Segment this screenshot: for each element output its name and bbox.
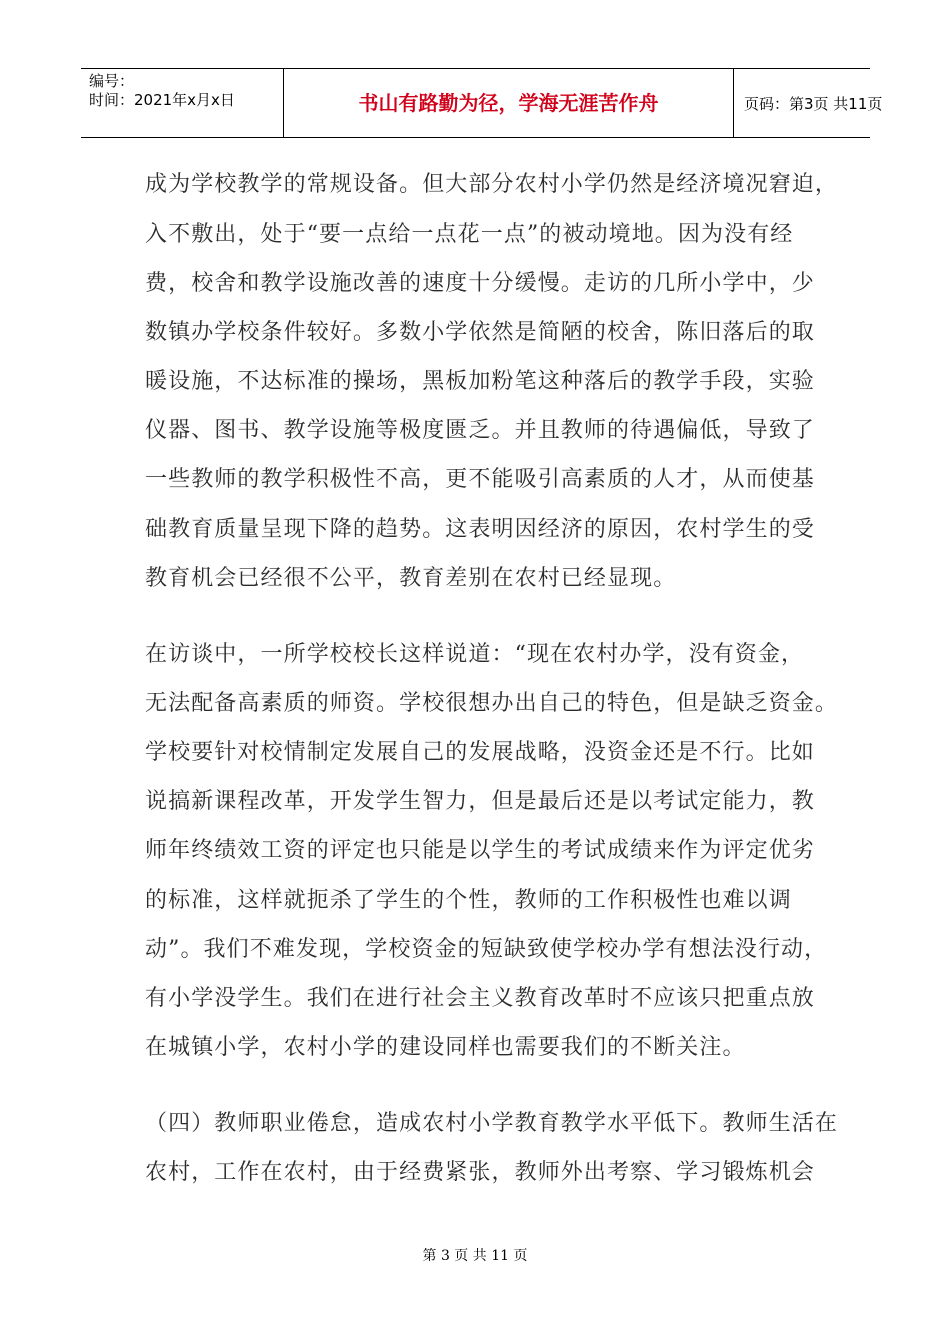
- text-line: 师年终绩效工资的评定也只能是以学生的考试成绩来作为评定优劣: [145, 838, 815, 863]
- text-line: 础教育质量呈现下降的趋势。这表明因经济的原因，农村学生的受: [145, 517, 815, 542]
- text-line: 无法配备高素质的师资。学校很想办出自己的特色，但是缺乏资金。: [145, 691, 839, 716]
- text-line: 暖设施，不达标准的操场，黑板加粉笔这种落后的教学手段，实验: [145, 369, 815, 394]
- text-line: 有小学没学生。我们在进行社会主义教育改革时不应该只把重点放: [145, 986, 815, 1011]
- text-line: 仪器、图书、教学设施等极度匮乏。并且教师的待遇偏低，导致了: [145, 418, 815, 443]
- text-line: 数镇办学校条件较好。多数小学依然是简陋的校舍，陈旧落后的取: [145, 320, 815, 345]
- text-line: 动”。我们不难发现，学校资金的短缺致使学校办学有想法没行动，: [145, 937, 828, 962]
- text-line: 入不敷出，处于“要一点给一点花一点”的被动境地。因为没有经: [145, 222, 794, 247]
- header-page-cell: [734, 69, 883, 137]
- motto-text: 书山有路勤为径，学海无涯苦作舟: [358, 91, 659, 115]
- text-line: 学校要针对校情制定发展自己的发展战略，没资金还是不行。比如: [145, 740, 815, 765]
- text-line: 费，校舍和教学设施改善的速度十分缓慢。走访的几所小学中，少: [145, 271, 815, 296]
- page-footer: 第 3 页 共 11 页: [422, 1248, 528, 1264]
- date-label: 时间：2021年x月x日: [89, 91, 235, 109]
- number-label: 编号：: [89, 72, 135, 90]
- header-motto-cell: [284, 69, 734, 137]
- text-line: 的标准，这样就扼杀了学生的个性，教师的工作积极性也难以调: [145, 888, 792, 913]
- page-info: 页码：第3页 共11页: [744, 95, 883, 113]
- text-line: 在访谈中，一所学校校长这样说道：“现在农村办学，没有资金，: [145, 642, 805, 667]
- text-line: 教育机会已经很不公平，教育差别在农村已经显现。: [145, 566, 677, 591]
- page-header: [81, 68, 883, 138]
- text-line: 一些教师的教学积极性不高，更不能吸引高素质的人才，从而使基: [145, 467, 815, 492]
- text-line: （四）教师职业倦怠，造成农村小学教育教学水平低下。教师生活在: [145, 1111, 839, 1136]
- header-meta-cell: [81, 69, 284, 137]
- text-line: 成为学校教学的常规设备。但大部分农村小学仍然是经济境况窘迫，: [145, 172, 839, 197]
- text-line: 农村，工作在农村，由于经费紧张，教师外出考察、学习锻炼机会: [145, 1160, 815, 1185]
- text-line: 说搞新课程改革，开发学生智力，但是最后还是以考试定能力，教: [145, 789, 815, 814]
- text-line: 在城镇小学，农村小学的建设同样也需要我们的不断关注。: [145, 1035, 746, 1060]
